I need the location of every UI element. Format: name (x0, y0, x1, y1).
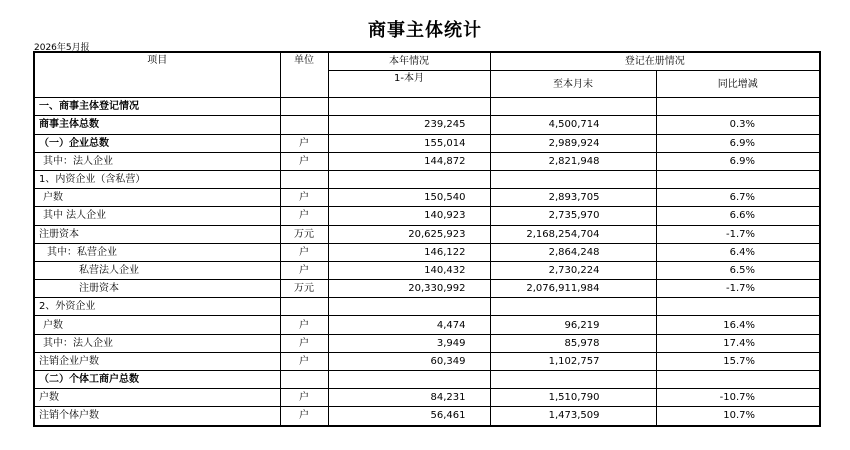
row-current: 20,330,992 (328, 280, 490, 298)
row-label: （一）企业总数 (34, 134, 280, 152)
row-current (328, 371, 490, 389)
table-row (34, 334, 820, 352)
row-label: 注销企业户数 (34, 352, 280, 370)
row-unit (280, 116, 328, 134)
table-row (34, 261, 820, 279)
row-current: 144,872 (328, 152, 490, 170)
table-row (34, 243, 820, 261)
row-cumulative: 4,500,714 (490, 116, 656, 134)
row-current: 140,432 (328, 261, 490, 279)
table-row (34, 207, 820, 225)
row-label: 其中：法人企业 (34, 152, 280, 170)
row-yoy (656, 371, 820, 389)
row-yoy: 6.6% (656, 207, 820, 225)
header-current-year: 本年情况 (328, 52, 490, 71)
row-label: 户数 (34, 389, 280, 407)
row-unit: 户 (280, 261, 328, 279)
table-row (34, 371, 820, 389)
row-unit (280, 371, 328, 389)
row-cumulative (490, 170, 656, 188)
row-unit: 万元 (280, 280, 328, 298)
row-cumulative (490, 371, 656, 389)
row-label: 1、内资企业（含私营） (34, 170, 280, 188)
table-row (34, 189, 820, 207)
row-yoy: 6.7% (656, 189, 820, 207)
row-cumulative: 2,864,248 (490, 243, 656, 261)
row-cumulative: 1,102,757 (490, 352, 656, 370)
row-yoy: -1.7% (656, 280, 820, 298)
row-current: 56,461 (328, 407, 490, 426)
table-row (34, 152, 820, 170)
row-current: 146,122 (328, 243, 490, 261)
row-label: 2、外资企业 (34, 298, 280, 316)
table-row (34, 352, 820, 370)
table-row (34, 389, 820, 407)
header-row-1 (34, 52, 820, 71)
row-cumulative (490, 298, 656, 316)
table-row (34, 170, 820, 188)
table-row (34, 134, 820, 152)
row-label: 私营法人企业 (34, 261, 280, 279)
row-current (328, 298, 490, 316)
row-cumulative: 2,730,224 (490, 261, 656, 279)
row-cumulative: 2,821,948 (490, 152, 656, 170)
row-current: 4,474 (328, 316, 490, 334)
row-unit (280, 170, 328, 188)
row-label: 注册资本 (34, 225, 280, 243)
row-current (328, 98, 490, 116)
header-cumulative: 至本月末 (490, 71, 656, 98)
row-unit: 户 (280, 352, 328, 370)
row-yoy: 6.4% (656, 243, 820, 261)
row-unit: 户 (280, 243, 328, 261)
header-registered: 登记在册情况 (490, 52, 820, 71)
row-label: （二）个体工商户总数 (34, 371, 280, 389)
row-cumulative: 2,168,254,704 (490, 225, 656, 243)
row-unit: 户 (280, 189, 328, 207)
row-current: 150,540 (328, 189, 490, 207)
row-current: 140,923 (328, 207, 490, 225)
row-cumulative: 2,893,705 (490, 189, 656, 207)
row-cumulative: 96,219 (490, 316, 656, 334)
report-date: 2026年5月报 (34, 43, 90, 53)
row-unit (280, 298, 328, 316)
header-item: 项目 (34, 52, 280, 98)
table-row (34, 98, 820, 116)
row-yoy: -1.7% (656, 225, 820, 243)
row-unit: 户 (280, 334, 328, 352)
row-yoy (656, 170, 820, 188)
table-row (34, 298, 820, 316)
table-row (34, 316, 820, 334)
statistics-table (33, 51, 821, 427)
row-label: 其中 法人企业 (34, 207, 280, 225)
row-cumulative (490, 98, 656, 116)
row-yoy: 6.9% (656, 152, 820, 170)
header-unit: 单位 (280, 52, 328, 98)
row-current: 3,949 (328, 334, 490, 352)
row-cumulative: 2,735,970 (490, 207, 656, 225)
row-label: 一、商事主体登记情况 (34, 98, 280, 116)
row-unit: 户 (280, 316, 328, 334)
row-yoy: 17.4% (656, 334, 820, 352)
row-label: 注销个体户数 (34, 407, 280, 426)
row-current: 155,014 (328, 134, 490, 152)
row-yoy: 15.7% (656, 352, 820, 370)
row-label: 注册资本 (34, 280, 280, 298)
row-label: 户数 (34, 316, 280, 334)
table-row (34, 116, 820, 134)
row-cumulative: 2,989,924 (490, 134, 656, 152)
table-row (34, 407, 820, 426)
row-yoy: 6.9% (656, 134, 820, 152)
row-label: 其中：私营企业 (34, 243, 280, 261)
row-yoy: 10.7% (656, 407, 820, 426)
row-current: 60,349 (328, 352, 490, 370)
row-yoy: 0.3% (656, 116, 820, 134)
page-title: 商事主体统计 (368, 20, 482, 41)
row-yoy: -10.7% (656, 389, 820, 407)
table-row (34, 280, 820, 298)
row-cumulative: 2,076,911,984 (490, 280, 656, 298)
row-yoy (656, 98, 820, 116)
row-current (328, 170, 490, 188)
header-period: 1-本月 (328, 71, 490, 98)
row-label: 户数 (34, 189, 280, 207)
row-current: 20,625,923 (328, 225, 490, 243)
row-unit: 户 (280, 389, 328, 407)
row-unit: 万元 (280, 225, 328, 243)
row-yoy: 16.4% (656, 316, 820, 334)
row-unit: 户 (280, 152, 328, 170)
row-unit: 户 (280, 134, 328, 152)
row-label: 其中：法人企业 (34, 334, 280, 352)
header-yoy: 同比增减 (656, 71, 820, 98)
row-cumulative: 1,473,509 (490, 407, 656, 426)
row-unit: 户 (280, 207, 328, 225)
table-row (34, 225, 820, 243)
row-current: 84,231 (328, 389, 490, 407)
row-yoy: 6.5% (656, 261, 820, 279)
row-cumulative: 85,978 (490, 334, 656, 352)
row-unit (280, 98, 328, 116)
row-current: 239,245 (328, 116, 490, 134)
row-unit: 户 (280, 407, 328, 426)
row-label: 商事主体总数 (34, 116, 280, 134)
row-yoy (656, 298, 820, 316)
row-cumulative: 1,510,790 (490, 389, 656, 407)
